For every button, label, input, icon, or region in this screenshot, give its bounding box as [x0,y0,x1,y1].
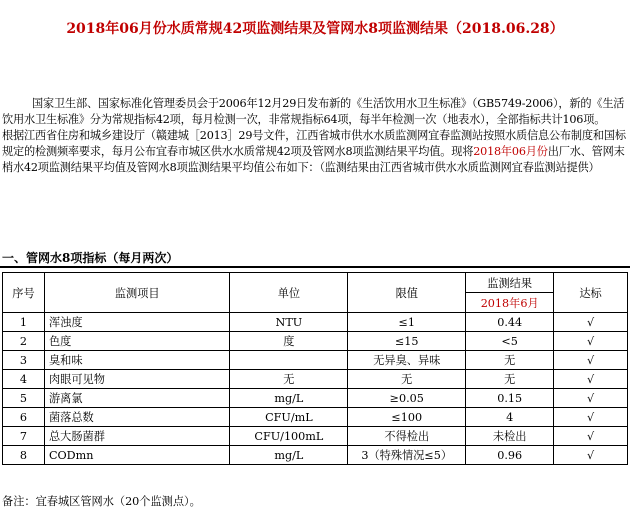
row-index: 2 [3,332,45,351]
row-unit: CFU/mL [230,408,348,427]
intro-text [2,96,628,176]
intro-para2-end: 出厂水、管网末梢水42项监测结果平均值及管网水8项监测结果平均值公布如下：（监测结果由江西省城市供水水质监测网宜春监测站提供） [2,145,625,174]
row-item: 色度 [44,332,230,351]
row-limit: 无 [348,370,466,389]
header-limit: 限值 [348,273,466,313]
table-body [3,313,628,465]
row-item: CODmn [44,446,230,465]
row-pass: √ [554,446,628,465]
header-result: 监测结果 [466,273,554,293]
intro-paragraph-1: 国家卫生部、国家标准化管理委员会于2006年12月29日发布新的《生活饮用水卫生标准》（GB5749-2006），新的《生活饮用水卫生标准》分为常规指标42项，每月检测一次，非常规指标64项，每半年检测一次（地表水），全部指标共计106项。 [2,97,625,126]
table-row [3,389,628,408]
row-result: 0.96 [466,446,554,465]
row-unit: 无 [230,370,348,389]
row-item: 臭和味 [44,351,230,370]
row-result: 无 [466,370,554,389]
row-limit: 无异臭、异味 [348,351,466,370]
table-header-row [3,273,628,293]
intro-paragraph-2 [2,128,628,176]
table-row [3,408,628,427]
table-row [3,332,628,351]
row-index: 1 [3,313,45,332]
table-row [3,351,628,370]
row-item: 游离氯 [44,389,230,408]
row-limit: 不得检出 [348,427,466,446]
header-result-month: 2018年6月 [466,293,554,313]
row-unit [230,351,348,370]
table-row [3,370,628,389]
row-result: 0.44 [466,313,554,332]
row-unit: mg/L [230,446,348,465]
row-result: 无 [466,351,554,370]
row-result: 未检出 [466,427,554,446]
row-index: 8 [3,446,45,465]
row-pass: √ [554,370,628,389]
row-result: 0.15 [466,389,554,408]
row-pass: √ [554,408,628,427]
intro-para2-start: 根据江西省住房和城乡建设厅（赣建城［2013］29号文件，江西省城市供水水质监测网宜春监测站按照水质信息公布制度和国标规定的检测频率要求，每月公布宜春市城区供水水质常规42项及管网水8项监测结果平均值。现将 [2,129,626,158]
header-unit: 单位 [230,273,348,313]
title-month: 2018年06月 [66,21,153,37]
table-row [3,427,628,446]
row-limit: ≥0.05 [348,389,466,408]
row-item: 总大肠菌群 [44,427,230,446]
row-item: 浑浊度 [44,313,230,332]
intro-para2-month: 2018年06月份 [473,145,548,158]
row-pass: √ [554,389,628,408]
row-index: 7 [3,427,45,446]
row-unit: CFU/100mL [230,427,348,446]
row-index: 4 [3,370,45,389]
row-pass: √ [554,332,628,351]
title-middle: 份水质常规42项监测结果及管网水8项监测结果 [152,21,448,37]
row-limit: 3（特殊情况≤5） [348,446,466,465]
header-pass: 达标 [554,273,628,313]
row-item: 肉眼可见物 [44,370,230,389]
page-title [0,18,630,38]
row-result: <5 [466,332,554,351]
row-result: 4 [466,408,554,427]
row-item: 菌落总数 [44,408,230,427]
table-row [3,313,628,332]
footnote: 备注：宜春城区管网水（20个监测点）。 [2,495,201,508]
header-item: 监测项目 [44,273,230,313]
row-pass: √ [554,427,628,446]
section-title: 一、管网水8项指标（每月两次） [2,251,179,265]
title-date: （2018.06.28） [448,21,564,37]
section-divider [0,266,630,268]
row-limit: ≤1 [348,313,466,332]
row-limit: ≤15 [348,332,466,351]
row-limit: ≤100 [348,408,466,427]
row-pass: √ [554,313,628,332]
table-row [3,446,628,465]
row-pass: √ [554,351,628,370]
results-table [2,272,628,465]
row-unit: mg/L [230,389,348,408]
row-index: 6 [3,408,45,427]
row-index: 5 [3,389,45,408]
row-index: 3 [3,351,45,370]
row-unit: 度 [230,332,348,351]
row-unit: NTU [230,313,348,332]
header-index: 序号 [3,273,45,313]
